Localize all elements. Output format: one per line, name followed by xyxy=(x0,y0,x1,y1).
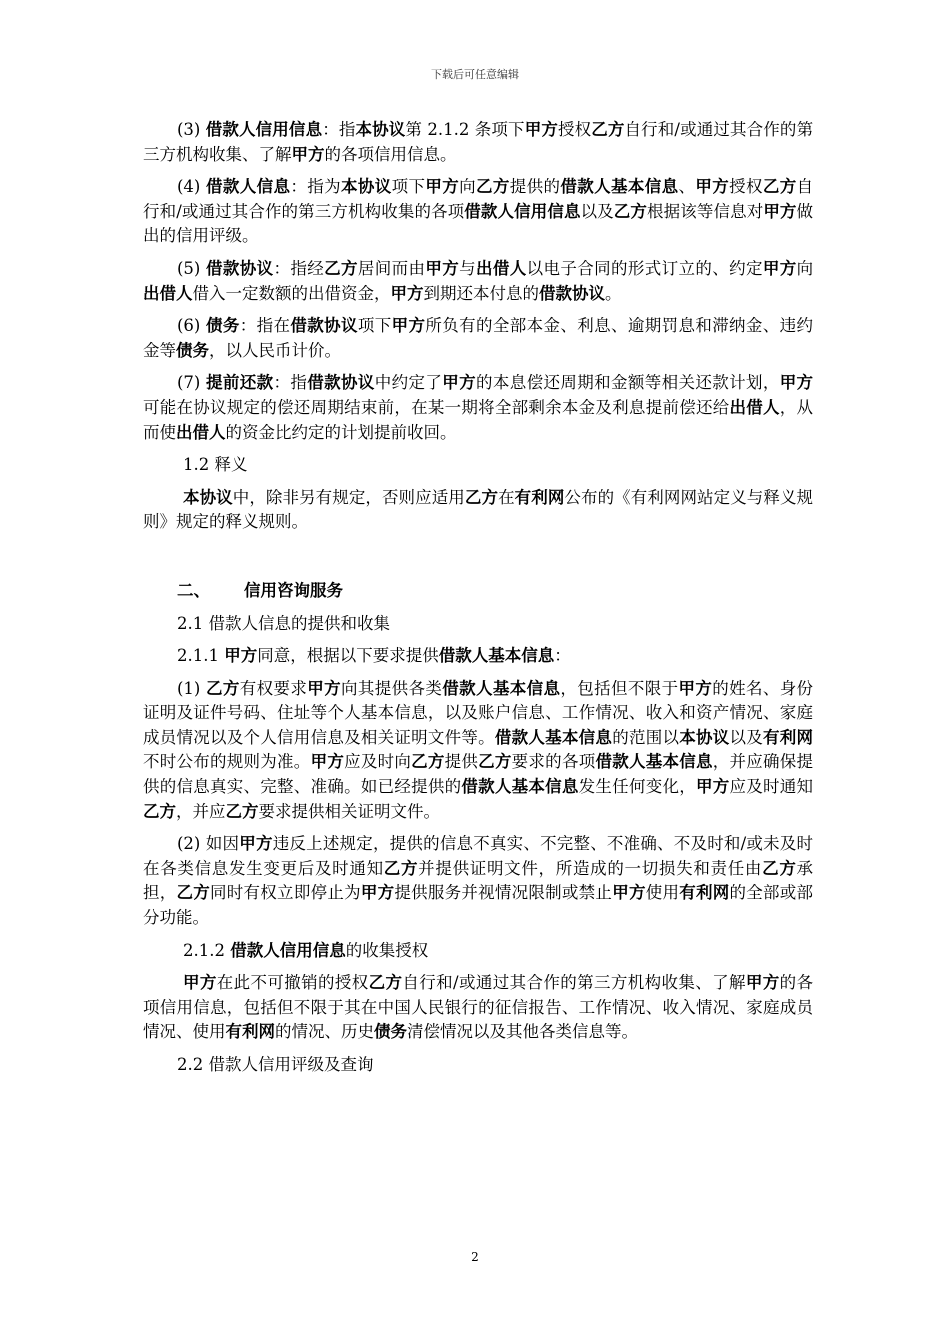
clause-2-1-2-heading: 2.1.2 借款人信用信息的收集授权 xyxy=(183,940,429,960)
definition-3: (3) 借款人信用信息：指本协议第 2.1.2 条项下甲方授权乙方自行和/或通过其合作的第三方机构收集、了解甲方的各项信用信息。 xyxy=(143,120,814,164)
clause-2-1-2-body: 甲方在此不可撤销的授权乙方自行和/或通过其合作的第三方机构收集、了解甲方的各项信用信息，包括但不限于其在中国人民银行的征信报告、工作情况、收入情况、家庭成员情况、使用有利网的情况、历史债务清偿情况以及其他各类信息等。 xyxy=(143,973,814,1042)
clause-2-1-1-item-1: (1) 乙方有权要求甲方向其提供各类借款人基本信息，包括但不限于甲方的姓名、身份证明及证件号码、住址等个人基本信息，以及账户信息、工作情况、收入和资产情况、家庭成员情况以及个人信用信息及相关证明文件等。借款人基本信息的范围以本协议以及有利网不时公布的规则为准。甲方应及时向乙方提供乙方要求的各项借款人基本信息，并应确保提供的信息真实、完整、准确。如已经提供的借款人基本信息发生任何变化，甲方应及时通知乙方，并应乙方要求提供相关证明文件。 xyxy=(143,678,814,821)
definition-6: (6) 债务：指在借款协议项下甲方所负有的全部本金、利息、逾期罚息和滞纳金、违约金等债务，以人民币计价。 xyxy=(143,316,814,360)
page-number: 2 xyxy=(471,1250,479,1264)
definition-5: (5) 借款协议：指经乙方居间而由甲方与出借人以电子合同的形式订立的、约定甲方向出借人借入一定数额的出借资金，甲方到期还本付息的借款协议。 xyxy=(143,258,814,303)
document-body xyxy=(143,118,813,1086)
subsection-1-2-heading: 1.2 释义 xyxy=(183,455,248,475)
page-header: 下载后可任意编辑 xyxy=(431,68,519,81)
section-2-heading: 二、 信用咨询服务 xyxy=(177,580,343,600)
subsection-2-1-heading: 2.1 借款人信息的提供和收集 xyxy=(177,613,390,633)
interpretation-paragraph: 本协议中，除非另有规定，否则应适用乙方在有利网公布的《有利网网站定义与释义规则》规定的释义规则。 xyxy=(143,487,814,532)
definition-4: (4) 借款人信息：指为本协议项下甲方向乙方提供的借款人基本信息、甲方授权乙方自行和/或通过其合作的第三方机构收集的各项借款人信用信息以及乙方根据该等信息对甲方做出的信用评级。 xyxy=(143,177,814,246)
clause-2-1-1-item-2: (2) 如因甲方违反上述规定，提供的信息不真实、不完整、不准确、不及时和/或未及时在各类信息发生变更后及时通知乙方并提供证明文件，所造成的一切损失和责任由乙方承担，乙方同时有权立即停止为甲方提供服务并视情况限制或禁止甲方使用有利网的全部或部分功能。 xyxy=(143,834,814,928)
clause-2-1-1: 2.1.1 甲方同意，根据以下要求提供借款人基本信息： xyxy=(177,646,571,666)
definition-7: (7) 提前还款：指借款协议中约定了甲方的本息偿还周期和金额等相关还款计划，甲方可能在协议规定的偿还周期结束前，在某一期将全部剩余本金及利息提前偿还给出借人，从而使出借人的资金比约定的计划提前收回。 xyxy=(143,373,814,442)
subsection-2-2-heading: 2.2 借款人信用评级及查询 xyxy=(177,1055,374,1074)
